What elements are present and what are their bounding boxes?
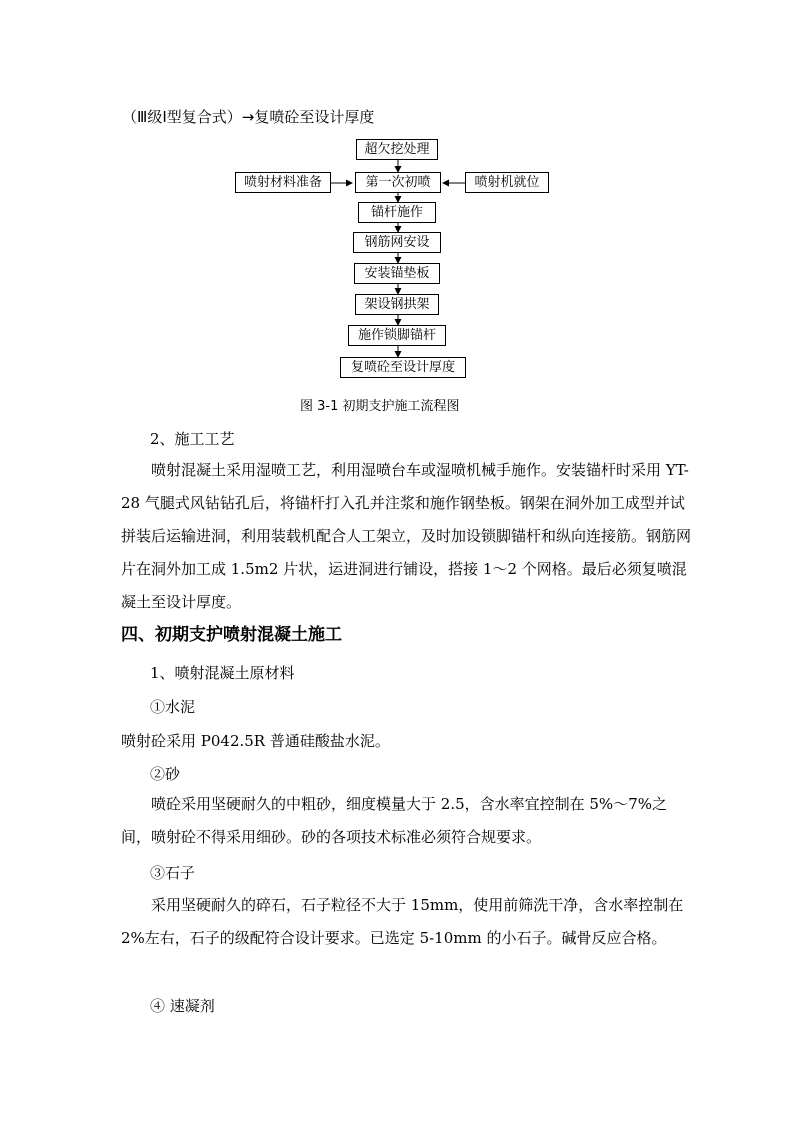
flow-step-8: 复喷砼至设计厚度	[340, 357, 466, 378]
flow-right-input: 喷射机就位	[465, 172, 549, 193]
section2-title: 2、施工工艺	[150, 430, 235, 448]
section2-paragraph: 喷射混凝土采用湿喷工艺，利用湿喷台车或湿喷机械手施作。安装锚杆时采用 YT-28 气腿式风钻钻孔后，将锚杆打入孔并注浆和施作钢垫板。钢架在洞外加工成型并试拼装后运输进洞，利用装载机配合人工架立，及时加设锁脚锚杆和纵向连接筋。钢筋网片在洞外加工成 1.5m2 片状，运进洞进行铺设，搭接 1～2 个网格。最后必须复喷混凝土至设计厚度。	[121, 461, 692, 611]
flow-step-5: 安装锚垫板	[354, 263, 440, 284]
flow-step-1: 超欠挖处理	[356, 139, 438, 160]
item-sand-label: ②砂	[150, 765, 181, 783]
figure-caption: 图 3-1 初期支护施工流程图	[300, 399, 460, 414]
item-stone-label: ③石子	[150, 864, 196, 882]
item-accelerator-label: ④ 速凝剂	[150, 997, 215, 1015]
flow-step-2: 第一次初喷	[355, 172, 441, 193]
section4-sub1: 1、喷射混凝土原材料	[150, 664, 295, 682]
flow-step-3: 锚杆施作	[358, 202, 436, 223]
item-cement-text: 喷射砼采用 P042.5R 普通硅酸盐水泥。	[121, 732, 390, 750]
item-cement-label: ①水泥	[150, 698, 196, 716]
flow-left-input: 喷射材料准备	[235, 172, 331, 193]
flow-step-6: 架设钢拱架	[355, 294, 439, 315]
flow-step-4: 钢筋网安设	[353, 232, 441, 253]
intro-line: （Ⅲ级Ⅰ型复合式）→复喷砼至设计厚度	[122, 108, 375, 126]
flow-step-7: 施作锁脚锚杆	[348, 325, 446, 346]
flowchart	[0, 0, 794, 400]
item-sand-text: 喷砼采用坚硬耐久的中粗砂，细度模量大于 2.5，含水率宜控制在 5%～7%之间，喷射砼不得采用细砂。砂的各项技术标准必须符合规要求。	[121, 795, 667, 846]
item-stone-text: 采用坚硬耐久的碎石，石子粒径不大于 15mm，使用前筛洗干净，含水率控制在 2%左右，石子的级配符合设计要求。已选定 5-10mm 的小石子。碱骨反应合格。	[121, 896, 684, 947]
section4-heading: 四、初期支护喷射混凝土施工	[121, 625, 342, 645]
